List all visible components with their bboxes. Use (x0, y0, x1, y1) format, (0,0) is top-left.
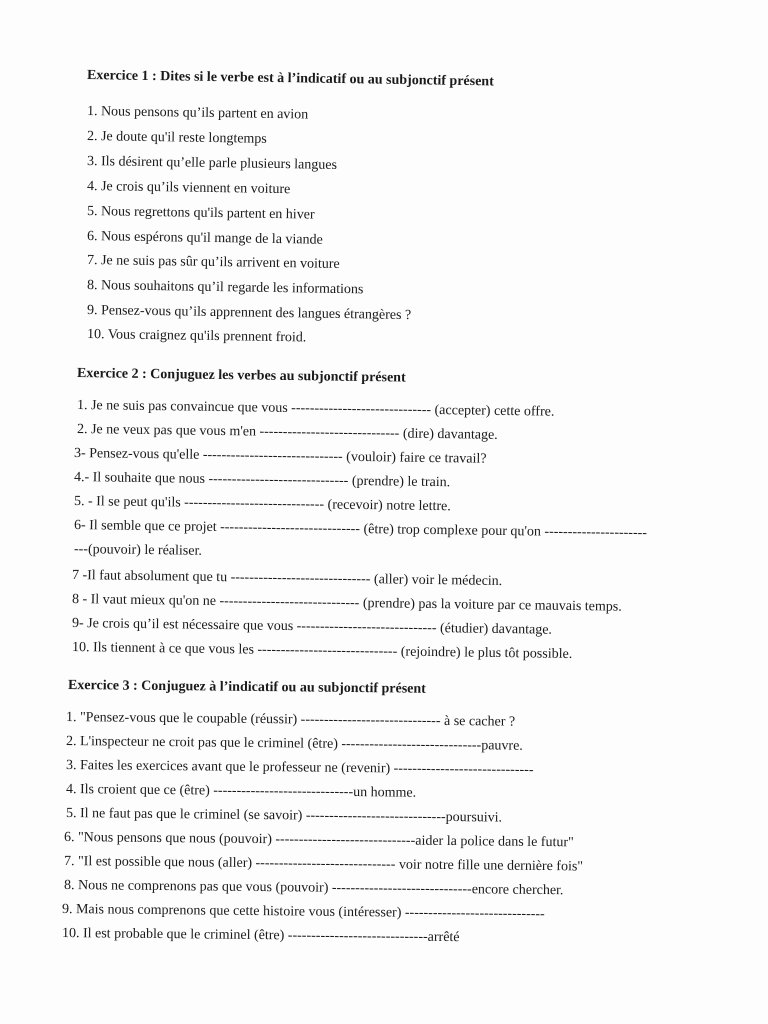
exercise-1-title: Exercice 1 : Dites si le verbe est à l’indicatif ou au subjonctif présent (86, 68, 494, 90)
exercise-1-item: 2. Je doute qu'il reste longtemps (86, 129, 267, 147)
exercise-3-item: 9. Mais nous comprenons que cette histoire vous (intéresser) ------------------------------ (61, 902, 545, 923)
exercise-1-item: 6. Nous espérons qu'il mange de la viande (86, 229, 323, 248)
exercise-2-item: 7 -Il faut absolument que tu ------------------------------ (aller) voir le médecin. (71, 568, 503, 590)
exercise-3-item: 4. Ils croient que ce (être) ------------------------------un homme. (65, 782, 417, 801)
exercise-3-item: 7. "Il est possible que nous (aller) ------------------------------ voir notre fille une dernière fois" (63, 854, 584, 875)
exercise-2-item: 5. - Il se peut qu'ils ------------------------------ (recevoir) notre lettre. (73, 494, 451, 515)
exercise-3-item: 2. L'inspecteur ne croit pas que le criminel (être) ------------------------------pauvre. (65, 734, 523, 754)
exercise-1-item: 5. Nous regrettons qu'ils partent en hiver (86, 204, 315, 223)
exercise-3-item: 6. "Nous pensons que nous (pouvoir) ------------------------------aider la police dans le futur" (63, 830, 574, 851)
exercise-1-item: 8. Nous souhaitons qu’il regarde les informations (86, 278, 364, 298)
exercise-1-item: 10. Vous craignez qu'ils prennent froid. (86, 327, 307, 346)
exercise-2-item: 2. Je ne veux pas que vous m'en ------------------------------ (dire) davantage. (76, 422, 498, 443)
exercise-3-item: 1. "Pensez-vous que le coupable (réussir) ------------------------------ à se cacher ? (65, 710, 516, 730)
exercise-2-item: 6- Il semble que ce projet ------------------------------ (être) trop complexe pour qu'on ---------------------- (73, 518, 648, 542)
exercise-3-item: 10. Il est probable que le criminel (être) ------------------------------arrêté (61, 926, 460, 946)
exercise-1-item: 1. Nous pensons qu’ils partent en avion (86, 104, 309, 123)
exercise-2-item: ---(pouvoir) le réaliser. (73, 542, 202, 559)
exercise-2-item: 4.- Il souhaite que nous ------------------------------ (prendre) le train. (73, 470, 451, 491)
exercise-3-title: Exercice 3 : Conjuguez à l’indicatif ou au subjonctif présent (67, 678, 426, 697)
exercise-2-item: 9- Je crois qu’il est nécessaire que vous ------------------------------ (étudier) davantage. (71, 616, 553, 638)
exercise-1-item: 4. Je crois qu’ils viennent en voiture (86, 179, 291, 198)
exercise-2-item: 10. Ils tiennent à ce que vous les ------------------------------ (rejoindre) le plus tôt possible. (71, 640, 573, 662)
exercise-1-item: 9. Pensez-vous qu’ils apprennent des langues étrangères ? (86, 303, 412, 324)
exercise-2-title: Exercice 2 : Conjuguez les verbes au subjonctif présent (76, 366, 406, 386)
exercise-2-item: 1. Je ne suis pas convaincue que vous ------------------------------ (accepter) cette offre. (76, 398, 555, 420)
exercise-3-item: 8. Nous ne comprenons pas que vous (pouvoir) ------------------------------encore chercher. (63, 878, 564, 899)
exercise-1-item: 3. Ils désirent qu’elle parle plusieurs langues (86, 154, 338, 173)
exercise-3-item: 5. Il ne faut pas que le criminel (se savoir) ------------------------------poursuivi. (65, 806, 503, 826)
exercise-1-item: 7. Je ne suis pas sûr qu’ils arrivent en voiture (86, 253, 340, 272)
exercise-3-item: 3. Faites les exercices avant que le professeur ne (revenir) ------------------------------ (65, 758, 534, 778)
exercise-2-item: 3- Pensez-vous qu'elle ------------------------------ (vouloir) faire ce travail? (73, 446, 487, 467)
exercise-2-item: 8 - Il vaut mieux qu'on ne ------------------------------ (prendre) pas la voiture par ce mauvais temps. (71, 592, 622, 615)
